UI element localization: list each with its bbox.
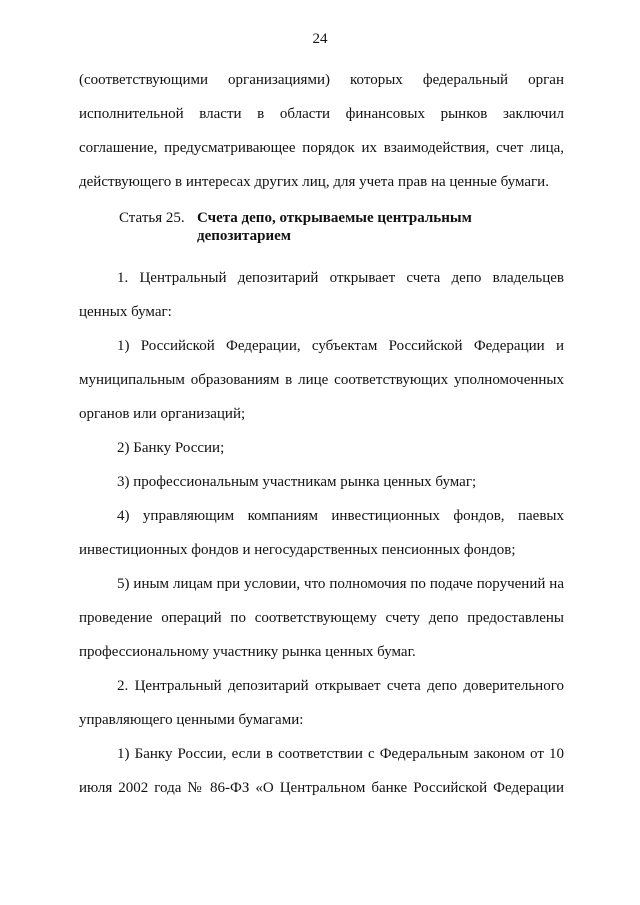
list-item-line: 1) Российской Федерации, субъектам Российской Федерации и (117, 338, 564, 354)
list-item-line: 3) профессиональным участникам рынка ценных бумаг; (117, 474, 477, 490)
list-item-line: профессиональному участнику рынка ценных бумаг. (79, 644, 416, 660)
paragraph-line: управляющего ценными бумагами: (79, 712, 304, 728)
list-item-line: 4) управляющим компаниям инвестиционных фондов, паевых (117, 508, 564, 524)
document-body (79, 63, 564, 805)
paragraph-line: 1. Центральный депозитарий открывает счета депо владельцев (117, 270, 564, 286)
paragraph-line: ценных бумаг: (79, 304, 172, 320)
article-title: Счета депо, открываемые центральным депозитарием (197, 210, 472, 244)
list-item-line: 2) Банку России; (117, 440, 225, 456)
list-item-line: органов или организаций; (79, 406, 246, 422)
article-number: Статья 25. (119, 210, 185, 226)
article-heading (79, 205, 564, 257)
page-number: 24 (312, 31, 328, 47)
list-item-line: инвестиционных фондов и негосударственных пенсионных фондов; (79, 542, 516, 558)
list-item-line: 5) иным лицам при условии, что полномочия по подаче поручений на (117, 576, 564, 592)
text-line: (соответствующими организациями) которых федеральный орган (79, 72, 564, 88)
text-line: исполнительной власти в области финансовых рынков заключил (79, 106, 564, 122)
text-line: действующего в интересах других лиц, для учета прав на ценные бумаги. (79, 174, 549, 190)
list-item-line: проведение операций по соответствующему счету депо предоставлены (79, 610, 564, 626)
list-item-line: июля 2002 года № 86-ФЗ «О Центральном банке Российской Федерации (79, 780, 564, 796)
text-line: соглашение, предусматривающее порядок их взаимодействия, счет лица, (79, 140, 564, 156)
paragraph-line: 2. Центральный депозитарий открывает счета депо доверительного (117, 678, 564, 694)
list-item-line: 1) Банку России, если в соответствии с Федеральным законом от 10 (117, 746, 564, 762)
list-item-line: муниципальным образованиям в лице соответствующих уполномоченных (79, 372, 564, 388)
